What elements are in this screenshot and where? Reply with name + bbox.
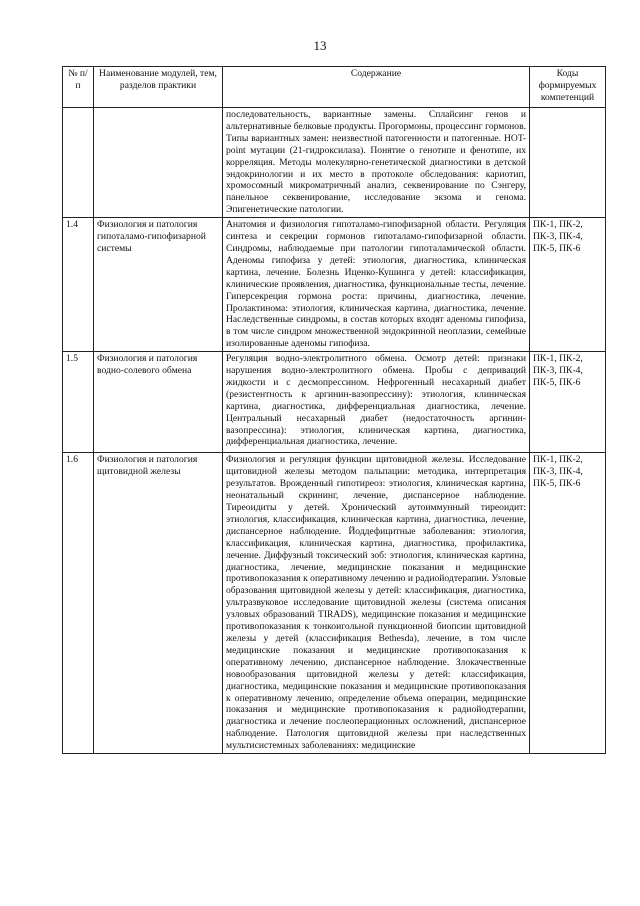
row-codes: ПК-1, ПК-2, ПК-3, ПК-4, ПК-5, ПК-6 [530,352,606,453]
header-codes: Коды формируемых компетенций [530,67,606,108]
table-row [63,453,606,754]
row-num [63,108,94,218]
row-module: Физиология и патология гипоталамо-гипофизарной системы [94,218,223,352]
table-row [63,218,606,352]
row-module [94,108,223,218]
curriculum-table [62,66,606,754]
header-module: Наименование модулей, тем, разделов практики [94,67,223,108]
row-num: 1.4 [63,218,94,352]
table-row [63,108,606,218]
row-codes [530,108,606,218]
row-content: Регуляция водно-электролитного обмена. Осмотр детей: признаки нарушения водно-электролитного обмена. Пробы с деприваций жидкости и с десмопрессином. Нефрогенный несахарный диабет (резистентность к аргинин-вазопрессину): этиология, клиническая картина, диагностика, дифференциальная диагностика, лечение. Центральный несахарный диабет (недостаточность аргинин-вазопрессина): этиология, клиническая картина, диагностика, дифференциальная диагностика, лечение. [223,352,530,453]
row-num: 1.6 [63,453,94,754]
table-header-row [63,67,606,108]
header-content: Содержание [223,67,530,108]
row-num: 1.5 [63,352,94,453]
row-content: Физиология и регуляция функции щитовидной железы. Исследование щитовидной железы методом пальпации: методика, интерпретация результатов. Врожденный гипотиреоз: этиология, клиническая картина, неонатальный скрининг, лечение, диспансерное наблюдение. Тиреоидиты у детей. Хронический аутоиммунный тиреоидит: этиология, классификация, клиническая картина, диагностика, лечение, диспансерное наблюдение. Йоддефицитные заболевания: этиология, классификация, клиническая картина, диагностика, профилактика, лечение. Диффузный токсический зоб: этиология, клиническая картина, диагностика, лечение, медицинские показания и медицинские противопоказания к оперативному лечению и радиойодтерапии. Узловые образования щитовидной железы у детей: классификация, диагностика, ультразвуковое исследование щитовидной железы (система описания узловых образований TIRADS), медицинские показания и медицинские противопоказания к тонкоигольной пункционной биопсии щитовидной железы у детей (классификация Bethesda), лечение, в том числе медицинские показания и медицинские противопоказания к оперативному лечению, диспансерное наблюдение. Злокачественные новообразования щитовидной железы у детей: классификация, диагностика, медицинские показания и медицинские противопоказания к оперативному лечению, определение объема операции, медицинские показания и медицинские противопоказания к радиойодтерапии, диагностика и лечение послеоперационных осложнений, диспансерное наблюдение. Патология щитовидной железы при наследственных мультисистемных заболеваниях: медицинские [223,453,530,754]
table-row [63,352,606,453]
row-content: последовательность, вариантные замены. Сплайсинг генов и альтернативные белковые продукты. Прогормоны, процессинг гормонов. Типы вариантных замен: неизвестной патогенности и патогенные. HOT-point мутации (21-гидроксилаза). Понятие о генотипе и фенотипе, их корреляция. Методы молекулярно-генетической диагностики в детской эндокринологии и их место в протоколе обследования: кариотип, хромосомный микроматричный анализ, секвенирование по Сэнгеру, панельное секвенирование, исследование экзома и генома. Эпигенетические патологии. [223,108,530,218]
header-num: № п/п [63,67,94,108]
row-module: Физиология и патология щитовидной железы [94,453,223,754]
row-content: Анатомия и физиология гипоталамо-гипофизарной области. Регуляция синтеза и секреции гормонов гипоталамо-гипофизарной области. Синдромы, наблюдаемые при патологии гипоталамической области. Аденомы гипофиза у детей: этиология, диагностика, клиническая картина, лечение. Болезнь Иценко-Кушинга у детей: классификация, клинические проявления, диагностика, функциональные тесты, лечение. Гиперсекреция гормона роста: причины, диагностика, лечение. Пролактинома: этиология, клиническая картина, диагностика, лечение. Наследственные синдромы, в состав которых входят аденомы гипофиза, в том числе синдром множественной эндокринной неоплазии, семейные изолированные аденомы гипофиза. [223,218,530,352]
row-codes: ПК-1, ПК-2, ПК-3, ПК-4, ПК-5, ПК-6 [530,218,606,352]
row-module: Физиология и патология водно-солевого обмена [94,352,223,453]
page-number: 13 [313,38,327,53]
row-codes: ПК-1, ПК-2, ПК-3, ПК-4, ПК-5, ПК-6 [530,453,606,754]
